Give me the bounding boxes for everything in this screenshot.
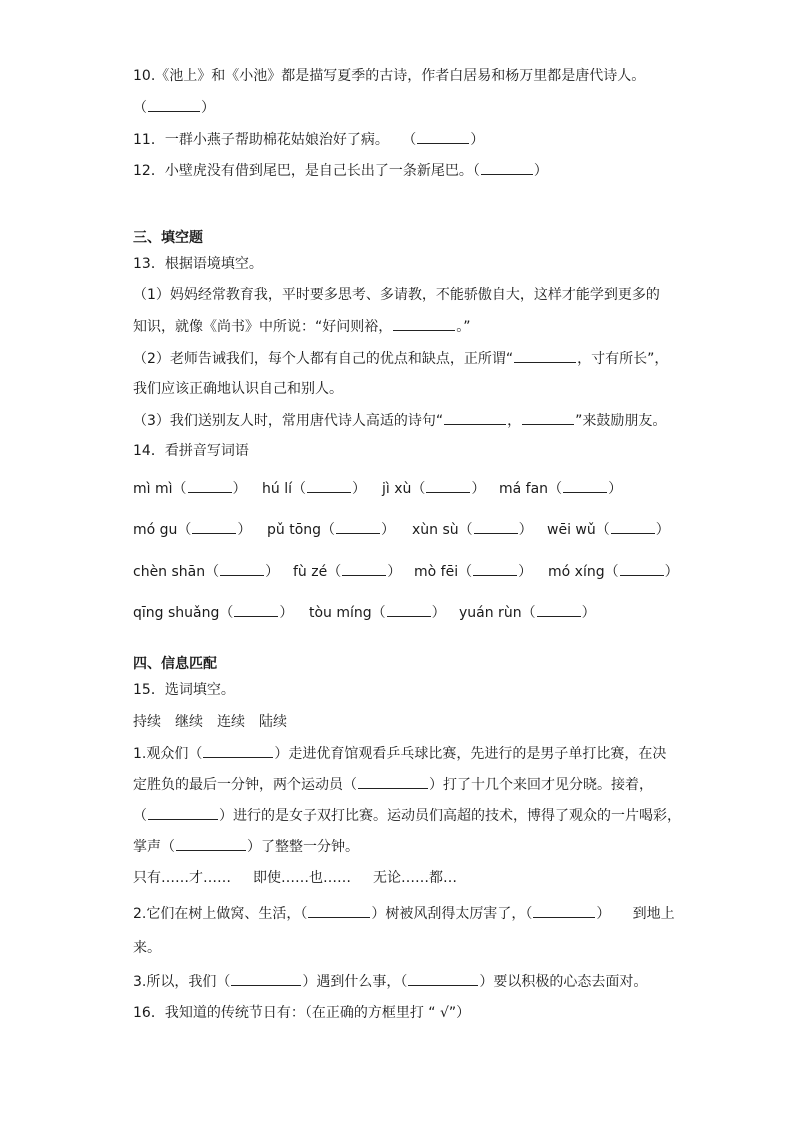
q13-s3-pre: （3）我们送别友人时，常用唐代诗人高适的诗句“ bbox=[133, 413, 444, 429]
pinyin-text: fù zé bbox=[293, 564, 328, 580]
close-paren: ） bbox=[431, 605, 446, 621]
q13-s1-pre: 知识，就像《尚书》中所说：“好问则裕， bbox=[133, 319, 393, 335]
q11-text: 11．一群小燕子帮助棉花姑娘治好了病。 bbox=[133, 132, 389, 148]
pinyin-item bbox=[459, 602, 596, 623]
open-paren: （ bbox=[321, 522, 336, 538]
q13-s2-post: ，寸有所长”， bbox=[577, 351, 669, 367]
close-paren: ） bbox=[655, 522, 670, 538]
pinyin-item bbox=[309, 602, 446, 623]
q13-s2-line1 bbox=[133, 348, 668, 369]
open-paren: （ bbox=[595, 522, 610, 538]
word-option: 无论……都… bbox=[373, 870, 457, 886]
pinyin-text: mó gu bbox=[133, 522, 178, 538]
open-paren: （ bbox=[458, 564, 473, 580]
p3-text: ）遇到什么事，（ bbox=[302, 974, 408, 990]
p1-line3 bbox=[133, 805, 681, 826]
q11-blank[interactable] bbox=[417, 129, 469, 144]
pinyin-text: chèn shān bbox=[133, 564, 206, 580]
p1-blank2[interactable] bbox=[358, 774, 428, 789]
pinyin-text: tòu míng bbox=[309, 605, 372, 621]
p1-line2 bbox=[133, 774, 653, 795]
p2-blank1[interactable] bbox=[308, 903, 370, 918]
pinyin-text: hú lí bbox=[262, 481, 292, 497]
p1-line4 bbox=[133, 836, 359, 857]
section-heading-match: 四、信息匹配 bbox=[133, 656, 217, 672]
open-paren: （ bbox=[371, 605, 386, 621]
close-paren: ） bbox=[518, 564, 533, 580]
word-options-1 bbox=[133, 712, 301, 732]
word-option: 即使……也…… bbox=[253, 870, 351, 886]
p2-text: 2.它们在树上做窝、生活，（ bbox=[133, 906, 308, 922]
open-paren: （ bbox=[472, 163, 480, 179]
pinyin-blank[interactable] bbox=[188, 478, 232, 493]
p2-text: 到地上 bbox=[632, 906, 675, 922]
open-paren: （ bbox=[172, 481, 187, 497]
pinyin-item bbox=[267, 519, 395, 540]
pinyin-text: xùn sù bbox=[412, 522, 459, 538]
p1-text: ）走进优育馆观看乒乓球比赛，先进行的是男子单打比赛，在决 bbox=[274, 746, 667, 762]
pinyin-item bbox=[262, 478, 366, 499]
open-paren: （ bbox=[133, 808, 147, 824]
p1-text: ）了整整一分钟。 bbox=[247, 839, 359, 855]
open-paren: （ bbox=[205, 564, 220, 580]
close-paren: ） bbox=[201, 100, 215, 116]
q13-s1-blank[interactable] bbox=[393, 316, 455, 331]
q11-row bbox=[133, 129, 484, 150]
p3-blank2[interactable] bbox=[408, 971, 478, 986]
word-option: 陆续 bbox=[259, 714, 287, 730]
p1-blank3[interactable] bbox=[148, 805, 218, 820]
close-paren: ） bbox=[237, 522, 252, 538]
q12-row bbox=[133, 160, 548, 181]
q10-blank[interactable] bbox=[148, 97, 200, 112]
pinyin-item bbox=[499, 478, 622, 499]
pinyin-blank[interactable] bbox=[537, 602, 581, 617]
open-paren: （ bbox=[411, 481, 426, 497]
pinyin-text: qīng shuǎng bbox=[133, 605, 220, 621]
q13-s2-line2: 我们应该正确地认识自己和别人。 bbox=[133, 381, 343, 397]
pinyin-item bbox=[382, 478, 485, 499]
pinyin-blank[interactable] bbox=[220, 561, 264, 576]
open-paren: （ bbox=[402, 132, 417, 148]
q13-s3-post: ”来鼓励朋友。 bbox=[575, 413, 667, 429]
p3-line bbox=[133, 971, 647, 992]
close-paren: ） bbox=[581, 605, 596, 621]
word-option: 连续 bbox=[217, 714, 245, 730]
p3-text: 3.所以，我们（ bbox=[133, 974, 231, 990]
pinyin-blank[interactable] bbox=[563, 478, 607, 493]
p1-text: 定胜负的最后一分钟，两个运动员（ bbox=[133, 777, 357, 793]
p1-blank4[interactable] bbox=[176, 836, 246, 851]
close-paren: ） bbox=[470, 132, 485, 148]
pinyin-blank[interactable] bbox=[426, 478, 470, 493]
pinyin-blank[interactable] bbox=[192, 519, 236, 534]
p2-line2: 来。 bbox=[133, 940, 161, 956]
pinyin-item bbox=[414, 561, 532, 582]
close-paren: ） bbox=[387, 564, 402, 580]
close-paren: ） bbox=[533, 163, 548, 179]
pinyin-text: jì xù bbox=[382, 481, 412, 497]
p3-text: ）要以积极的心态去面对。 bbox=[479, 974, 648, 990]
q14-title: 14．看拼音写词语 bbox=[133, 443, 249, 459]
pinyin-blank[interactable] bbox=[307, 478, 351, 493]
open-paren: （ bbox=[327, 564, 342, 580]
p1-text: ）进行的是女子双打比赛。运动员们高超的技术，博得了观众的一片喝彩， bbox=[219, 808, 681, 824]
pinyin-blank[interactable] bbox=[387, 602, 431, 617]
q13-title: 13．根据语境填空。 bbox=[133, 256, 263, 272]
open-paren: （ bbox=[177, 522, 192, 538]
pinyin-text: má fan bbox=[499, 481, 549, 497]
q10-text: 10.《池上》和《小池》都是描写夏季的古诗，作者白居易和杨万里都是唐代诗人。 bbox=[133, 68, 646, 84]
pinyin-item bbox=[548, 561, 679, 582]
pinyin-item bbox=[133, 519, 251, 540]
close-paren: ） bbox=[381, 522, 396, 538]
p2-blank2[interactable] bbox=[533, 903, 595, 918]
pinyin-text: mó xíng bbox=[548, 564, 605, 580]
pinyin-item bbox=[133, 478, 247, 499]
p2-text: ）树被风刮得太厉害了，（ bbox=[371, 906, 533, 922]
q13-s3-blank1[interactable] bbox=[444, 410, 506, 425]
pinyin-blank[interactable] bbox=[234, 602, 278, 617]
word-option: 只有……才…… bbox=[133, 870, 231, 886]
close-paren: ） bbox=[608, 481, 623, 497]
q16-title: 16．我知道的传统节日有：（在正确的方框里打 “ √”） bbox=[133, 1005, 471, 1021]
pinyin-item bbox=[293, 561, 401, 582]
pinyin-blank[interactable] bbox=[620, 561, 664, 576]
close-paren: ） bbox=[265, 564, 280, 580]
pinyin-blank[interactable] bbox=[336, 519, 380, 534]
open-paren: （ bbox=[548, 481, 563, 497]
close-paren: ） bbox=[471, 481, 486, 497]
word-options-2 bbox=[133, 868, 479, 888]
q13-s1-post: 。” bbox=[456, 319, 471, 335]
q15-title: 15．选词填空。 bbox=[133, 682, 235, 698]
pinyin-blank[interactable] bbox=[473, 561, 517, 576]
open-paren: （ bbox=[521, 605, 536, 621]
p1-line1 bbox=[133, 743, 666, 764]
word-option: 继续 bbox=[175, 714, 203, 730]
pinyin-text: mì mì bbox=[133, 481, 173, 497]
q13-s3-mid: ， bbox=[507, 413, 522, 429]
pinyin-blank[interactable] bbox=[611, 519, 655, 534]
p1-text: 1.观众们（ bbox=[133, 746, 203, 762]
p1-text: ）打了十几个来回才见分晓。接着， bbox=[429, 777, 653, 793]
q13-s1-line2 bbox=[133, 316, 471, 337]
pinyin-text: yuán rùn bbox=[459, 605, 522, 621]
p2-line1 bbox=[133, 903, 675, 924]
pinyin-item bbox=[133, 602, 293, 623]
open-paren: （ bbox=[291, 481, 306, 497]
q13-s2-pre: （2）老师告诫我们，每个人都有自己的优点和缺点，正所谓“ bbox=[133, 351, 514, 367]
open-paren: （ bbox=[133, 100, 147, 116]
close-paren: ） bbox=[596, 906, 611, 922]
word-option: 持续 bbox=[133, 714, 161, 730]
close-paren: ） bbox=[664, 564, 679, 580]
pinyin-item bbox=[547, 519, 670, 540]
pinyin-blank[interactable] bbox=[474, 519, 518, 534]
p1-blank1[interactable] bbox=[203, 743, 273, 758]
q13-s3-line bbox=[133, 410, 666, 431]
open-paren: （ bbox=[604, 564, 619, 580]
open-paren: （ bbox=[458, 522, 473, 538]
open-paren: （ bbox=[219, 605, 234, 621]
q13-s2-blank[interactable] bbox=[514, 348, 576, 363]
pinyin-text: mò fēi bbox=[414, 564, 459, 580]
q13-s1-line1: （1）妈妈经常教育我，平时要多思考、多请教，不能骄傲自大，这样才能学到更多的 bbox=[133, 287, 660, 303]
q13-s3-blank2[interactable] bbox=[522, 410, 574, 425]
pinyin-text: pǔ tōng bbox=[267, 522, 322, 538]
q12-text: 12．小壁虎没有借到尾巴，是自己长出了一条新尾巴。 bbox=[133, 163, 473, 179]
p3-blank1[interactable] bbox=[231, 971, 301, 986]
p1-text: 掌声（ bbox=[133, 839, 175, 855]
section-heading-fill: 三、填空题 bbox=[133, 230, 203, 246]
pinyin-item bbox=[133, 561, 279, 582]
q10-answer[interactable] bbox=[133, 97, 215, 118]
pinyin-text: wēi wǔ bbox=[547, 522, 596, 538]
pinyin-item bbox=[412, 519, 533, 540]
q12-blank[interactable] bbox=[481, 160, 533, 175]
close-paren: ） bbox=[351, 481, 366, 497]
close-paren: ） bbox=[279, 605, 294, 621]
pinyin-blank[interactable] bbox=[342, 561, 386, 576]
close-paren: ） bbox=[232, 481, 247, 497]
close-paren: ） bbox=[518, 522, 533, 538]
